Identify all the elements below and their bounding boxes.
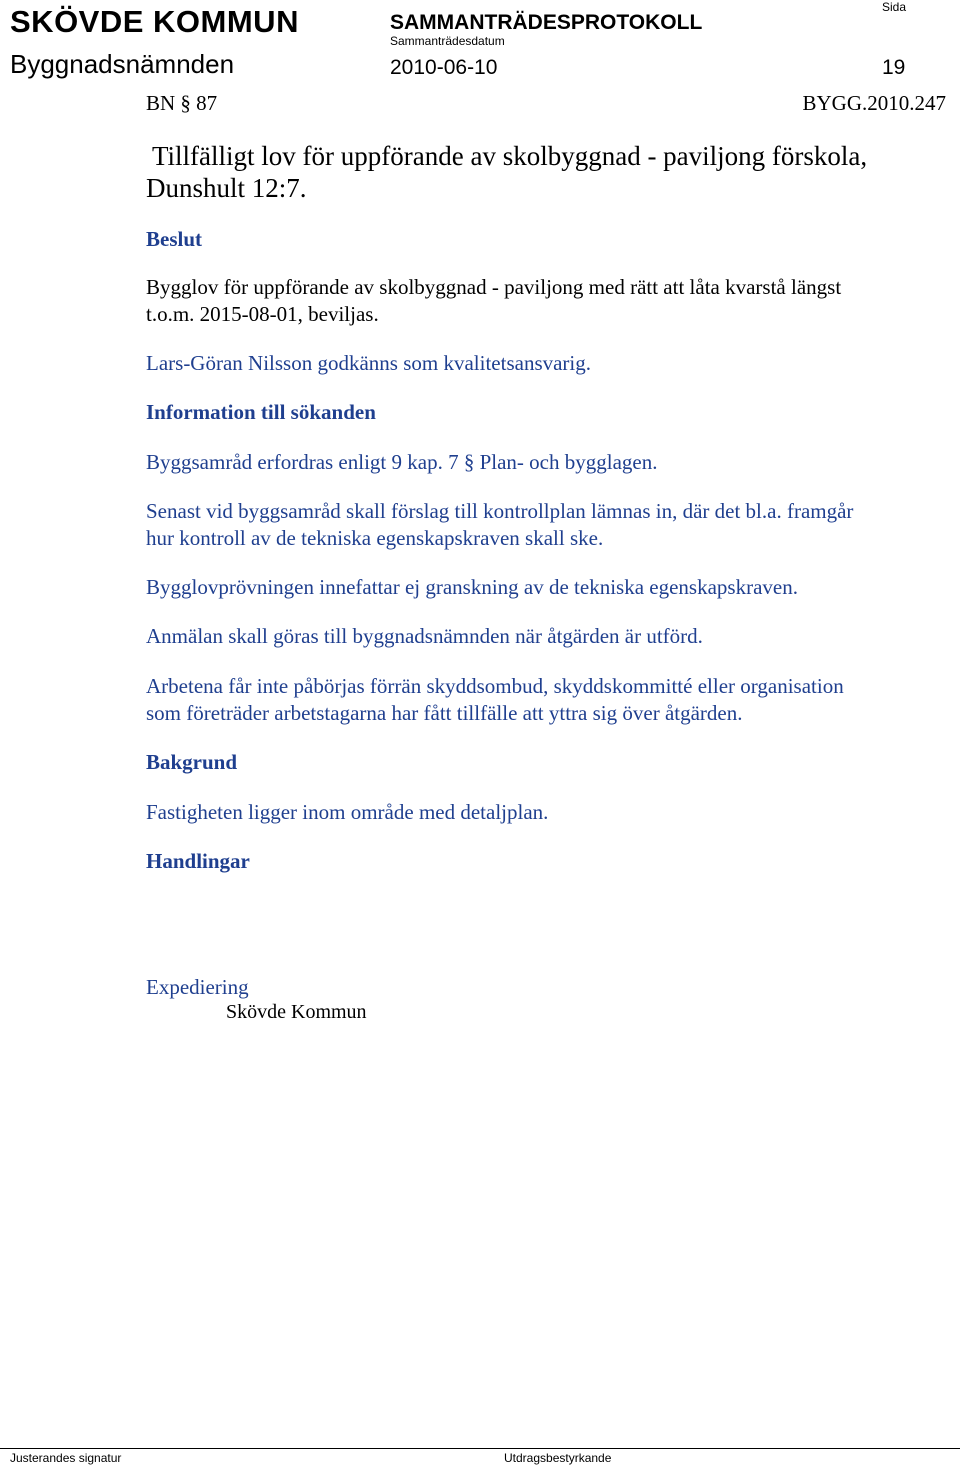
page-number: 19 [882,56,906,79]
signature-label: Justerandes signatur [10,1451,122,1465]
page-label: Sida [882,0,907,14]
expediering-label: Expediering [146,975,249,999]
expediering-recipient: Skövde Kommun [226,1001,367,1023]
beslut-text-line2: t.o.m. 2015-08-01, beviljas. [146,302,379,326]
handlingar-heading: Handlingar [146,849,250,873]
municipality-logo: SKÖVDE KOMMUN [10,4,299,39]
case-title-line1: Tillfälligt lov för uppförande av skolbyggnad - paviljong förskola, [152,141,868,171]
info-text-2-line1: Senast vid byggsamråd skall förslag till kontrollplan lämnas in, där det bl.a. framgår [146,499,854,523]
case-title [146,140,867,204]
info-text-4: Anmälan skall göras till byggnadsnämnden när åtgärden är utförd. [146,624,703,648]
extract-certification-label: Utdragsbestyrkande [504,1451,612,1465]
bakgrund-heading: Bakgrund [146,750,238,774]
info-heading: Information till sökanden [146,400,376,424]
footer-divider [0,1448,960,1449]
info-text-1: Byggsamråd erfordras enligt 9 kap. 7 § Plan- och bygglagen. [146,450,658,474]
case-reference: BYGG.2010.247 [802,91,946,115]
beslut-heading: Beslut [146,227,203,251]
beslut-text-line1: Bygglov för uppförande av skolbyggnad - paviljong med rätt att låta kvarstå längst [146,275,842,299]
paragraph-number: BN § 87 [146,91,218,115]
info-text-5-line1: Arbetena får inte påbörjas förrän skyddsombud, skyddskommitté eller organisation [146,674,844,698]
info-text-5-line2: som företräder arbetstagarna har fått tillfälle att yttra sig över åtgärden. [146,701,743,725]
case-title-line2: Dunshult 12:7. [146,173,307,203]
bakgrund-text: Fastigheten ligger inom område med detaljplan. [146,800,549,824]
board-name: Byggnadsnämnden [10,49,235,79]
beslut-text-quality: Lars-Göran Nilsson godkänns som kvalitetsansvarig. [146,351,592,375]
meeting-date-label: Sammanträdesdatum [390,34,505,48]
protocol-title: SAMMANTRÄDESPROTOKOLL [390,11,703,34]
meeting-date: 2010-06-10 [390,56,498,79]
info-text-2-line2: hur kontroll av de tekniska egenskapskraven skall ske. [146,526,604,550]
info-text-3: Bygglovprövningen innefattar ej granskning av de tekniska egenskapskraven. [146,575,798,599]
